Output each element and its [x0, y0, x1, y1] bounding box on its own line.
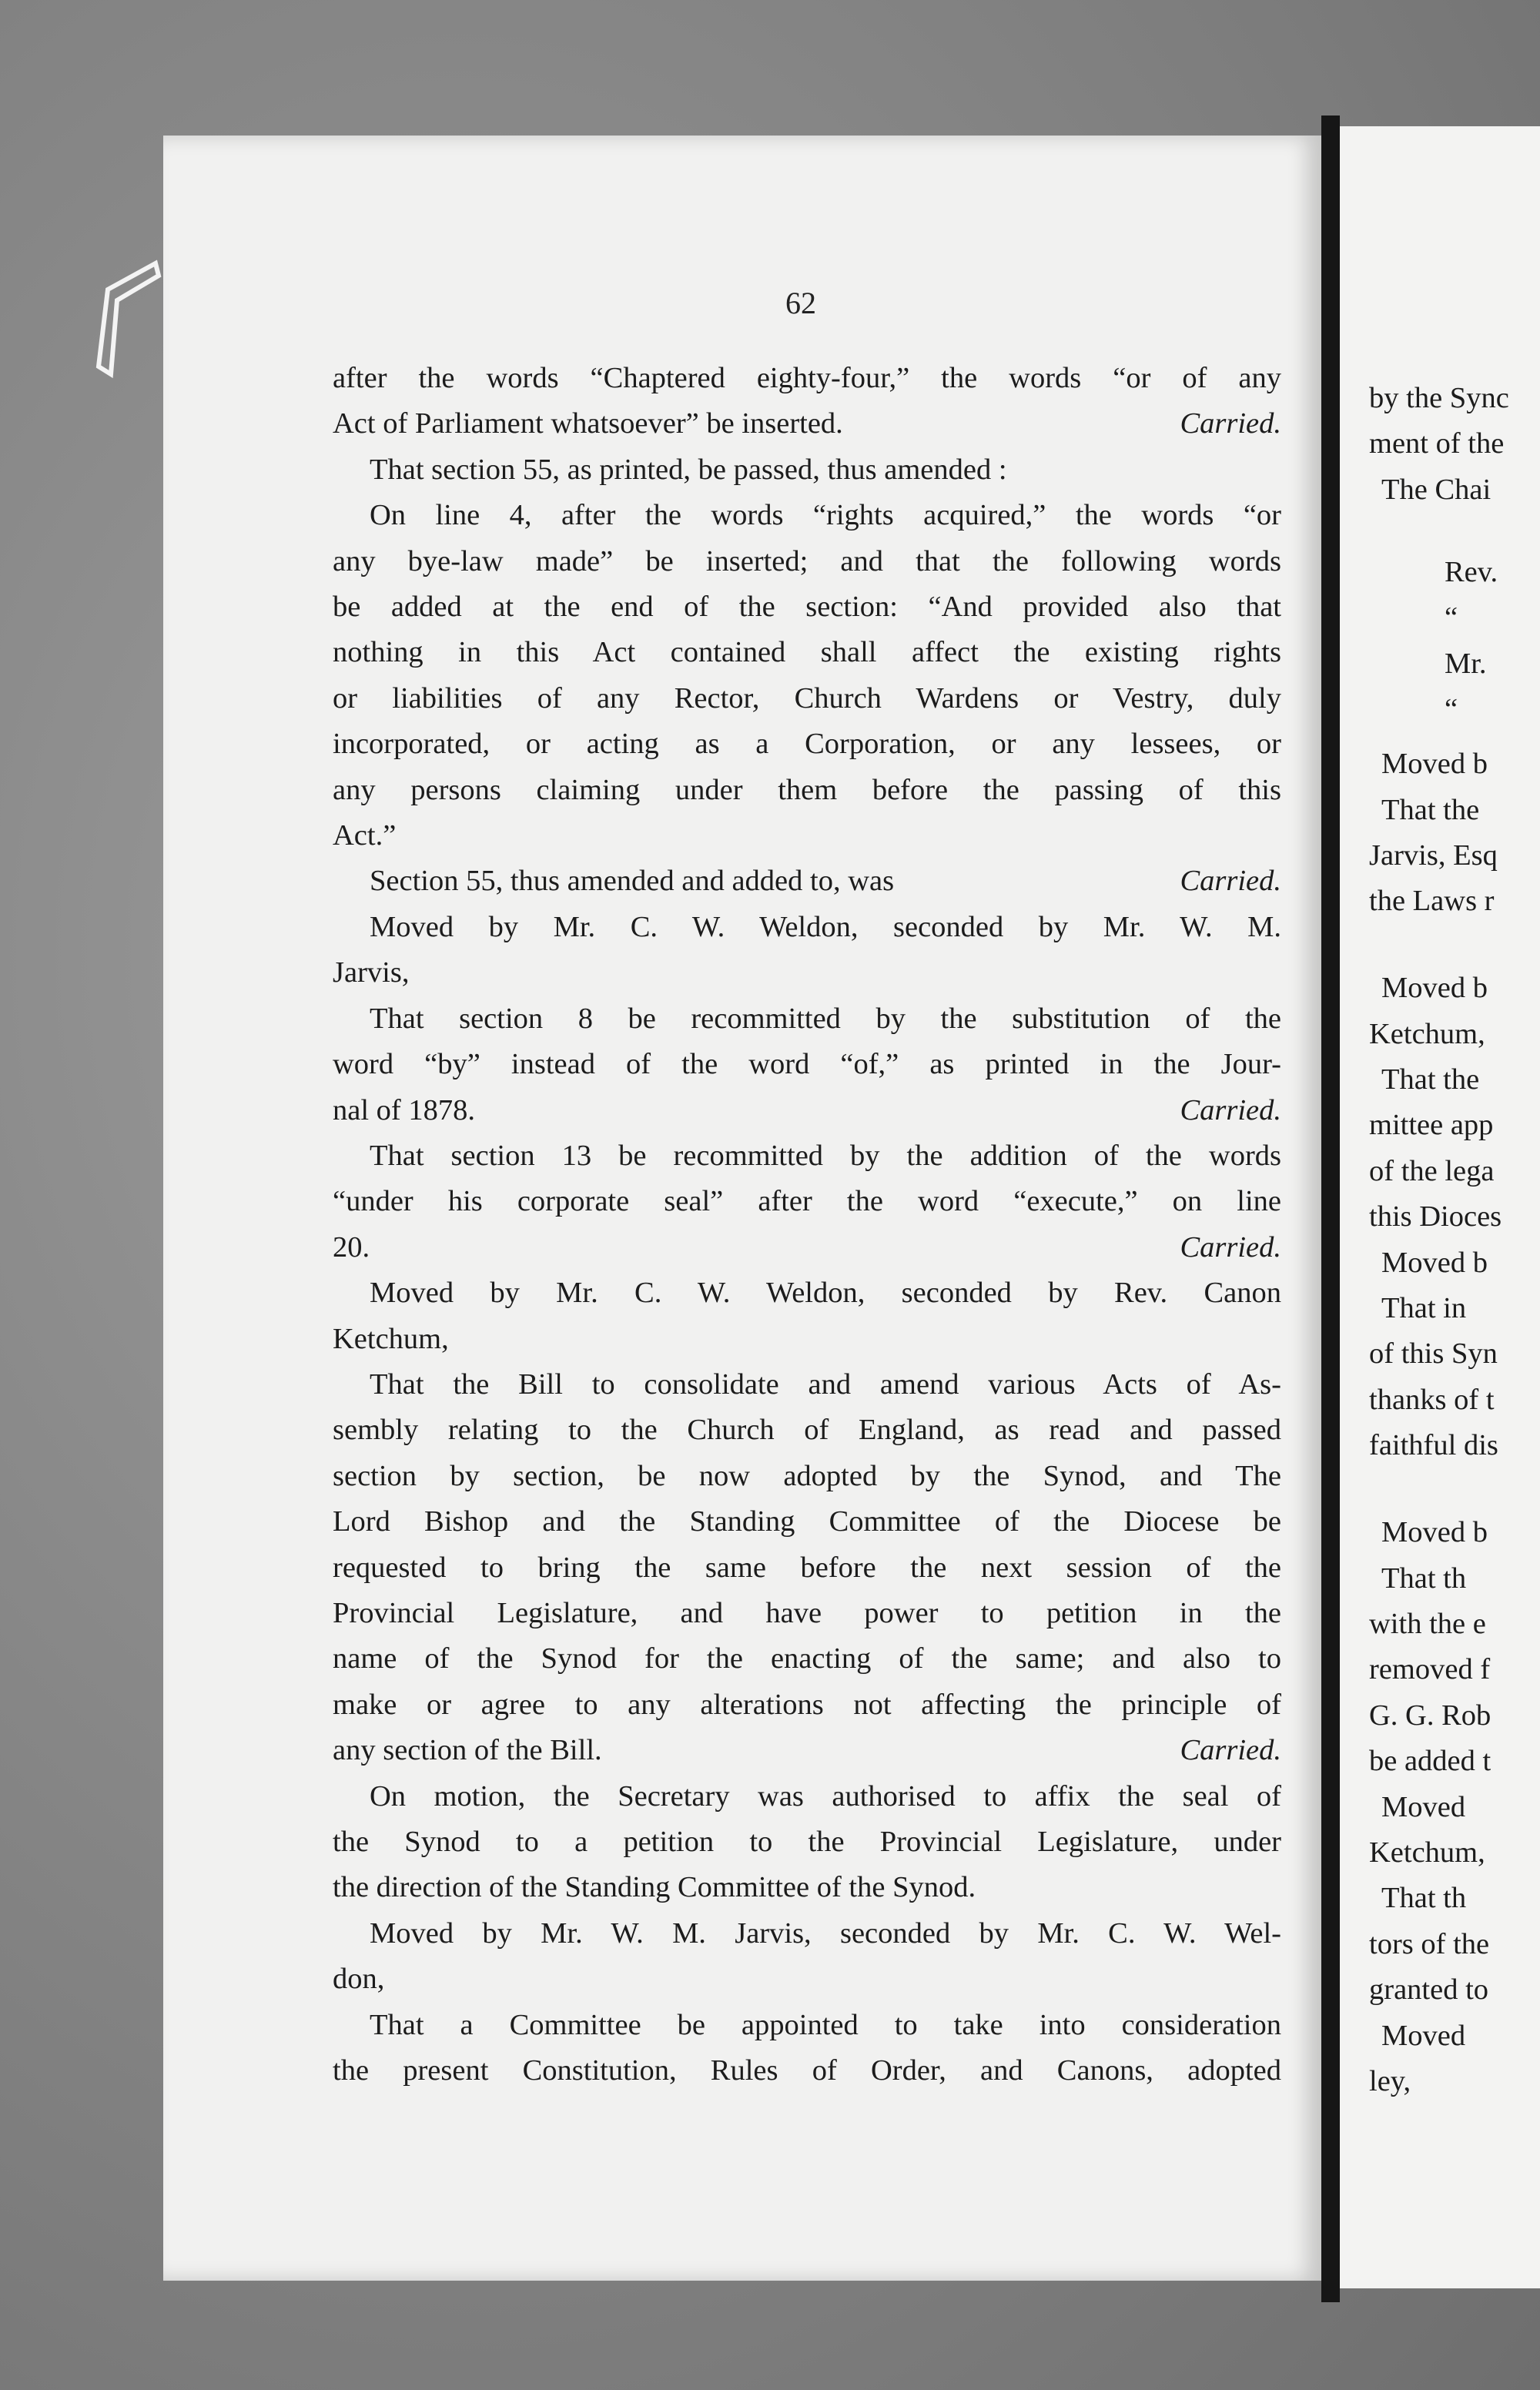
text-line [333, 676, 1281, 721]
paper-tab-mark [85, 259, 169, 382]
text-line [333, 401, 1281, 447]
line-text: don, [333, 1963, 385, 1996]
text-line [333, 356, 1281, 401]
text-line [333, 950, 1281, 996]
line-text: Provincial Legislature, and have power to petition in the [333, 1596, 1281, 1629]
right-text-fragment: be added t [1369, 1745, 1491, 1778]
line-text: make or agree to any alterations not affecting the principle of [333, 1688, 1281, 1721]
right-text-fragment: ment of the [1369, 427, 1505, 460]
line-text: Act of Parliament whatsoever” be inserted. [333, 407, 843, 440]
text-line [333, 859, 1281, 904]
line-text: Jarvis, [333, 956, 410, 989]
line-text: the direction of the Standing Committee of the Synod. [333, 1871, 976, 1904]
text-line [333, 1819, 1281, 1865]
page-number: 62 [785, 286, 816, 320]
right-text-fragment: “ [1445, 692, 1458, 725]
text-line [333, 630, 1281, 675]
right-text-fragment: The Chai [1381, 473, 1491, 506]
right-text-fragment: Mr. [1445, 647, 1487, 680]
right-text-fragment: of the lega [1369, 1154, 1495, 1187]
line-text: nal of 1878. [333, 1093, 475, 1126]
text-line [333, 2048, 1281, 2094]
right-text-fragment: Ketchum, [1369, 1017, 1485, 1050]
right-text-fragment: the Laws r [1369, 885, 1495, 918]
book-gutter [1321, 115, 1340, 2302]
carried-label: Carried. [1180, 865, 1281, 898]
right-text-fragment: That th [1381, 1562, 1467, 1595]
line-text: any persons claiming under them before the passing of this [333, 773, 1281, 806]
text-line [333, 1225, 1281, 1270]
text-line [333, 996, 1281, 1042]
line-text: incorporated, or acting as a Corporation, or any lessees, or [333, 728, 1281, 761]
text-line [333, 1317, 1281, 1362]
right-text-fragment: of this Syn [1369, 1337, 1498, 1371]
line-text: any section of the Bill. [333, 1734, 602, 1767]
text-line [333, 813, 1281, 859]
right-text-fragment: That the [1381, 1063, 1480, 1096]
text-line [333, 2003, 1281, 2048]
text-line [333, 1408, 1281, 1453]
text-line [333, 1270, 1281, 1316]
text-line [333, 539, 1281, 584]
line-text: “under his corporate seal” after the word “execute,” on line [333, 1185, 1281, 1218]
line-text: 20. [333, 1230, 370, 1264]
right-text-fragment: That th [1381, 1882, 1467, 1915]
carried-label: Carried. [1180, 1093, 1281, 1126]
line-text: any bye-law made” be inserted; and that the following words [333, 544, 1281, 577]
right-text-fragment: Rev. [1445, 555, 1498, 588]
text-line [333, 493, 1281, 538]
right-text-fragment: thanks of t [1369, 1383, 1495, 1416]
text-line [333, 584, 1281, 630]
right-text-fragment: granted to [1369, 1973, 1489, 2007]
line-text: after the words “Chaptered eighty-four,” the words “or of any [333, 362, 1281, 394]
text-line [333, 447, 1281, 493]
text-line [333, 721, 1281, 767]
right-text-fragment: Jarvis, Esq [1369, 839, 1498, 872]
line-text: sembly relating to the Church of England, as read and passed [333, 1414, 1281, 1447]
text-line [333, 1179, 1281, 1224]
line-text: section by section, be now adopted by the Synod, and The [333, 1459, 1281, 1492]
line-text: On motion, the Secretary was authorised to affix the seal of [370, 1779, 1281, 1813]
line-text: Section 55, thus amended and added to, was [370, 865, 895, 898]
text-line [333, 1911, 1281, 1957]
line-text: Moved by Mr. W. M. Jarvis, seconded by Mr. C. W. Wel- [370, 1916, 1281, 1950]
text-line [333, 1636, 1281, 1682]
text-line [333, 905, 1281, 950]
text-line [333, 1042, 1281, 1087]
right-text-fragment: Moved b [1381, 1246, 1488, 1279]
right-text-fragment: Moved b [1381, 748, 1488, 781]
text-line [333, 1545, 1281, 1591]
text-line [333, 1088, 1281, 1133]
right-text-fragment: mittee app [1369, 1109, 1494, 1142]
line-text: Moved by Mr. C. W. Weldon, seconded by Rev. Canon [370, 1277, 1281, 1310]
line-text: That section 55, as printed, be passed, thus amended : [370, 453, 1007, 486]
line-text: That section 8 be recommitted by the substitution of the [370, 1002, 1281, 1035]
right-text-fragment: Ketchum, [1369, 1836, 1485, 1869]
text-line [333, 1728, 1281, 1773]
text-line [333, 1499, 1281, 1545]
carried-label: Carried. [1180, 1230, 1281, 1264]
right-text-fragment: tors of the [1369, 1927, 1490, 1960]
line-text: Act.” [333, 819, 397, 852]
text-line [333, 1957, 1281, 2002]
right-text-fragment: this Dioces [1369, 1200, 1502, 1233]
text-line [333, 1362, 1281, 1408]
line-text: Ketchum, [333, 1322, 449, 1355]
right-text-fragment: Moved b [1381, 1516, 1488, 1549]
right-text-fragment: with the e [1369, 1607, 1486, 1640]
text-line [333, 1682, 1281, 1728]
line-text: requested to bring the same before the next session of the [333, 1551, 1281, 1584]
text-line [333, 1591, 1281, 1636]
line-text: the Synod to a petition to the Provincial Legislature, under [333, 1826, 1281, 1858]
text-line [333, 1454, 1281, 1499]
right-text-fragment: ley, [1369, 2064, 1411, 2097]
carried-label: Carried. [1180, 407, 1281, 440]
line-text: name of the Synod for the enacting of the same; and also to [333, 1642, 1281, 1675]
right-text-fragment: by the Sync [1369, 382, 1509, 414]
line-text: word “by” instead of the word “of,” as printed in the Jour- [333, 1048, 1281, 1081]
line-text: On line 4, after the words “rights acquired,” the words “or [370, 499, 1281, 532]
line-text: Moved by Mr. C. W. Weldon, seconded by Mr. W. M. [370, 910, 1281, 943]
right-text-fragment: G. G. Rob [1369, 1699, 1491, 1732]
line-text: That a Committee be appointed to take into consideration [370, 2008, 1281, 2041]
carried-label: Carried. [1180, 1734, 1281, 1767]
line-text: That the Bill to consolidate and amend various Acts of As- [370, 1367, 1281, 1401]
text-line [333, 768, 1281, 813]
line-text: or liabilities of any Rector, Church Wardens or Vestry, duly [333, 681, 1281, 715]
text-line [333, 1865, 1281, 1910]
line-text: Lord Bishop and the Standing Committee of the Diocese be [333, 1505, 1281, 1538]
right-text-fragment: That the [1381, 793, 1480, 826]
right-text-fragment: faithful dis [1369, 1429, 1498, 1462]
text-line [333, 1774, 1281, 1819]
line-text: nothing in this Act contained shall affect the existing rights [333, 636, 1281, 669]
right-text-fragment: “ [1445, 601, 1458, 634]
line-text: the present Constitution, Rules of Order, and Canons, adopted [333, 2054, 1281, 2087]
left-page-text [333, 356, 1281, 2094]
line-text: That section 13 be recommitted by the addition of the words [370, 1139, 1281, 1172]
right-text-fragment: That in [1381, 1292, 1467, 1325]
text-line [333, 1133, 1281, 1179]
right-text-fragment: Moved [1381, 1790, 1466, 1823]
right-text-fragment: removed f [1369, 1653, 1491, 1686]
line-text: be added at the end of the section: “And provided also that [333, 591, 1281, 624]
right-text-fragment: Moved b [1381, 972, 1488, 1005]
right-text-fragment: Moved [1381, 2019, 1466, 2052]
